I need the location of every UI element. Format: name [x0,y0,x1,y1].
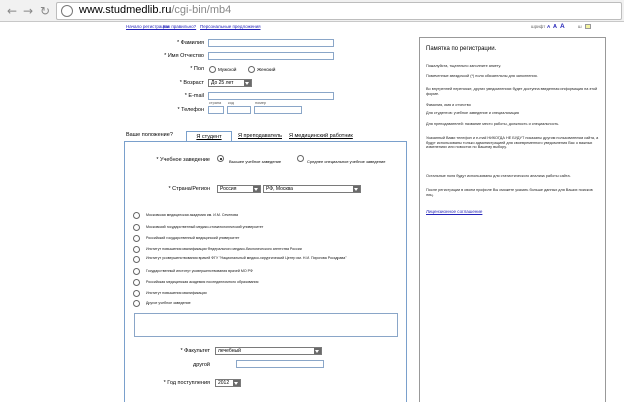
chevron-down-icon [353,186,360,192]
institution-label: Институт повышения квалификации [146,291,207,295]
toplink-offers[interactable]: Персональные предложения [200,24,261,29]
institution-radio[interactable] [133,290,140,297]
help-paragraph: Для студентов: учебное заведение и специализация [426,111,519,115]
help-paragraph: Для преподавателей: название место работы, должность и специальность. [426,122,560,126]
school-label: * Учебное заведение [156,157,210,163]
institution-radio[interactable] [133,246,140,253]
age-value: До 25 лет [211,80,234,86]
phone-code-input[interactable] [227,106,251,114]
help-paragraph: После регистрации в своем профиле Вы сможете указать больше данных для Ваших поисков лиц. [426,188,593,197]
institution-label: Другое учебное заведение [146,301,191,305]
help-paragraph: Фамилия, имя и отчество [426,103,471,107]
phone-label: * Телефон [177,107,204,113]
country-label: * Страна/Регион [168,186,210,192]
faculty-value: лечебный [218,348,241,354]
position-label: Ваше положение? [126,132,173,138]
institution-label: Институт повышения квалификации Федерального медико-биологического агентства России [146,247,302,251]
age-select[interactable] [208,79,252,87]
institution-radio[interactable] [133,256,140,263]
email-input[interactable] [208,92,334,100]
country-select[interactable] [217,185,261,193]
phone-number-input[interactable] [254,106,302,114]
other-institution-textarea[interactable] [134,313,398,337]
page-icon [61,5,73,17]
year-value: 2012 [218,380,230,386]
institution-label: Московская медицинская академия им. И.М. Сеченова [146,213,239,217]
browser-toolbar [0,0,624,22]
back-icon[interactable]: ← [6,4,18,18]
institution-label: Государственный институт усовершенствования врачей МО РФ [146,269,253,273]
help-paragraph: Во внутренней переписке, других уведомлениях будет доступна введенная информация на этой форме. [426,87,598,96]
url-path: /cgi-bin/mb4 [171,4,232,16]
institution-radio[interactable] [133,235,140,242]
toplink-start[interactable]: Начало регистрации [126,24,170,29]
region-select[interactable] [263,185,361,193]
other-faculty-label: другой [193,362,210,368]
institution-label: Институт усовершенствования врачей ФГУ "Национальный медико-хирургический Центр им. Н.И. Пирогова Росздрава" [146,256,347,260]
sex-male-label: Мужской [218,67,237,72]
help-paragraph: Указанный Вами телефон и e-mail НИКОГДА НЕ БУДУТ показаны другим пользователям сайта, а будут использованы только администрацией для своевременного уведомления Вас о важных изменениях или новостях по Вашему выбору. [426,136,599,150]
institution-label: Российский государственный медицинский университет [146,236,240,240]
name-label: * Имя Отчество [164,53,204,59]
institution-radio[interactable] [133,212,140,219]
school-higher-radio[interactable] [217,155,224,162]
country-value: Россия [220,186,237,192]
misc-label: ш [578,24,582,29]
phone-hint-code: код [228,101,234,105]
phone-hint-country: страна [209,101,222,105]
email-label: * E-mail [184,93,204,99]
license-agreement-link[interactable]: Лицензионное соглашение [426,209,483,214]
tab-student[interactable]: Я студент [186,131,232,141]
chevron-down-icon [244,80,251,86]
school-secondary-radio[interactable] [297,155,304,162]
faculty-label: * Факультет [180,348,210,354]
school-higher-label: Высшее учебное заведение [229,159,282,164]
institution-label: Российская медицинская академия последипломного образования [146,280,259,284]
chevron-down-icon [253,186,260,192]
forward-icon[interactable]: → [22,4,34,18]
other-faculty-input[interactable] [236,360,324,368]
font-size-small[interactable]: A [547,24,551,29]
address-bar[interactable] [56,2,622,20]
help-paragraph: Остальные поля будут использованы для статистического анализа работы сайта. [426,174,571,178]
institution-radio[interactable] [133,300,140,307]
font-size-label: шрифт [531,24,546,29]
url-host: www.studmedlib.ru [79,4,172,16]
phone-country-input[interactable] [208,106,224,114]
surname-label: * Фамилия [176,40,204,46]
faculty-select[interactable] [215,347,322,355]
help-paragraph: Пожалуйста, тщательно заполните анкету. [426,64,502,68]
font-size-medium[interactable]: A [553,24,557,30]
sex-male-radio[interactable] [209,66,216,73]
help-title: Памятка по регистрации. [426,46,497,52]
year-select[interactable] [215,379,241,387]
institution-radio[interactable] [133,224,140,231]
phone-hint-number: номер [255,101,267,105]
chevron-down-icon [233,380,240,386]
mail-icon[interactable] [585,24,591,29]
sex-female-label: Женский [257,67,276,72]
institution-label: Московский государственный медико-стоматологический университет [146,225,264,229]
sex-label: * Пол [190,66,204,72]
toplink-howto[interactable]: Как правильно? [163,24,197,29]
url-text[interactable] [79,4,231,16]
name-input[interactable] [208,52,334,60]
institution-radio[interactable] [133,268,140,275]
tab-teacher[interactable]: Я преподаватель [238,133,282,139]
school-secondary-label: Среднее специальное учебное заведение [307,159,386,164]
surname-input[interactable] [208,39,334,47]
age-label: * Возраст [179,80,204,86]
font-size-large[interactable]: A [560,23,565,30]
sex-female-radio[interactable] [248,66,255,73]
reload-icon[interactable]: ↻ [39,4,51,18]
institution-radio[interactable] [133,279,140,286]
registration-help-panel [419,37,606,402]
region-value: РФ, Москва [266,186,293,192]
year-label: * Год поступления [163,380,210,386]
help-paragraph: Помеченные звездочкой (*) поля обязательны для заполнения. [426,74,538,78]
tab-medic[interactable]: Я медицинский работник [289,133,353,139]
chevron-down-icon [314,348,321,354]
